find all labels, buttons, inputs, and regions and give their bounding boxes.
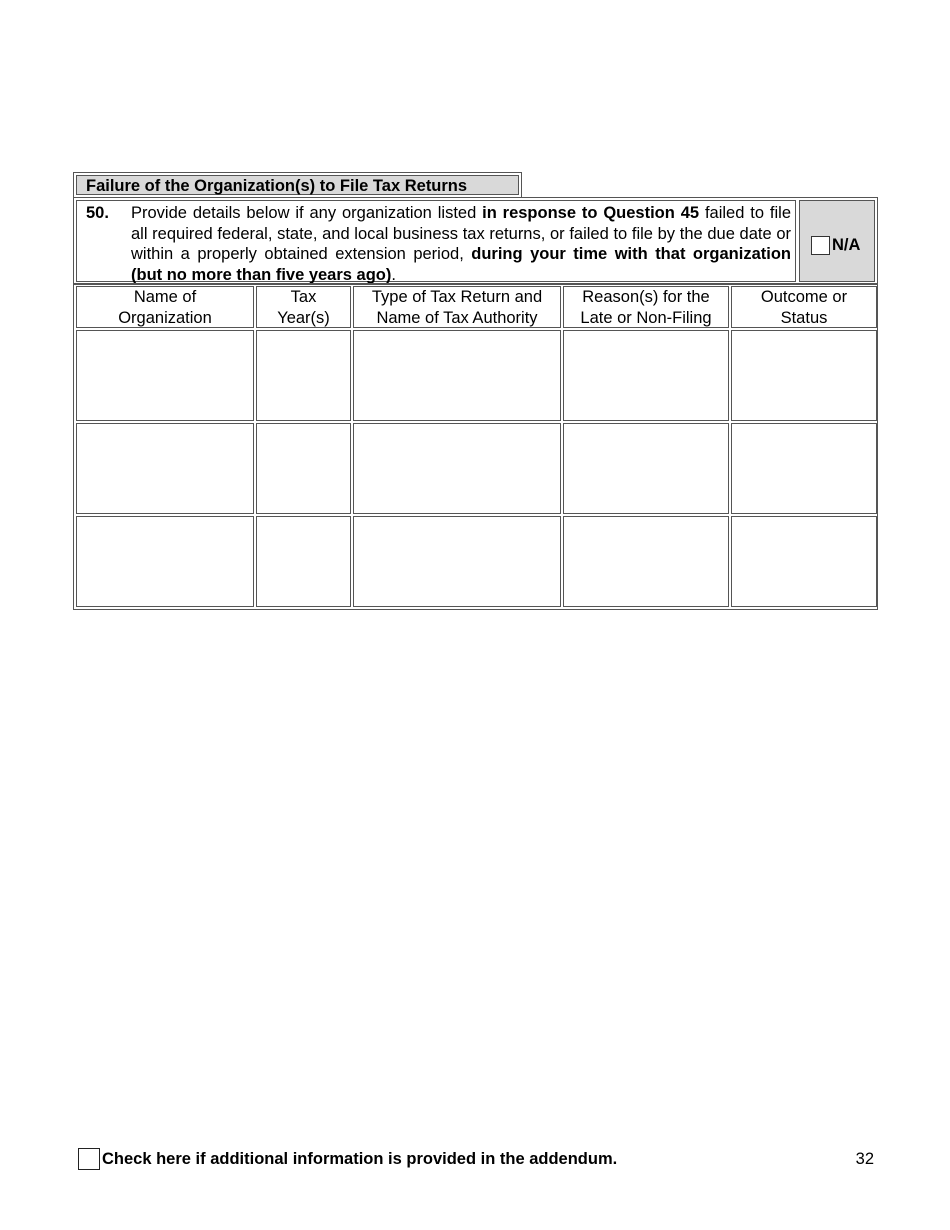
table-cell-outcome[interactable] <box>731 516 877 607</box>
header-line: Reason(s) for the <box>582 288 710 306</box>
table-cell-tax-years[interactable] <box>256 330 351 421</box>
addendum-checkbox[interactable] <box>78 1148 100 1170</box>
question-text-bold-2: during your time with that organization (but no more than five years ago) <box>131 245 791 284</box>
table-cell-organization[interactable] <box>76 330 254 421</box>
header-line: Year(s) <box>277 308 330 327</box>
table-cell-tax-return-type[interactable] <box>353 516 561 607</box>
column-header-tax-years <box>256 286 351 328</box>
table-cell-organization[interactable] <box>76 423 254 514</box>
na-checkbox[interactable] <box>811 236 830 255</box>
table-cell-tax-return-type[interactable] <box>353 330 561 421</box>
column-header-outcome <box>731 286 877 328</box>
header-line: Name of <box>133 288 197 306</box>
question-number: 50. <box>86 204 109 222</box>
question-50-box <box>73 197 878 285</box>
table-cell-outcome[interactable] <box>731 330 877 421</box>
table-cell-tax-years[interactable] <box>256 516 351 607</box>
header-line: Type of Tax Return and <box>371 288 543 306</box>
table-cell-reasons[interactable] <box>563 330 729 421</box>
table-cell-tax-return-type[interactable] <box>353 423 561 514</box>
question-text-bold-1: in response to Question 45 <box>482 204 700 222</box>
table-cell-tax-years[interactable] <box>256 423 351 514</box>
table-cell-outcome[interactable] <box>731 423 877 514</box>
question-text-part-2: failed to file all required federal, state, and local business tax returns, or failed to file by the due date or within a properly obtained extension period, <box>131 204 791 263</box>
section-title: Failure of the Organization(s) to File Tax Returns <box>76 175 519 195</box>
question-text-part-3: . <box>391 265 396 284</box>
header-line: Status <box>780 308 828 327</box>
tax-returns-table <box>73 283 878 610</box>
addendum-label: Check here if additional information is provided in the addendum. <box>102 1150 618 1168</box>
table-cell-reasons[interactable] <box>563 516 729 607</box>
column-header-reasons <box>563 286 729 328</box>
section-header <box>73 172 522 198</box>
header-line: Tax <box>290 288 317 306</box>
header-line: Late or Non-Filing <box>580 308 712 327</box>
question-text-cell <box>76 200 796 282</box>
table-cell-reasons[interactable] <box>563 423 729 514</box>
header-line: Organization <box>118 308 212 327</box>
question-text <box>131 203 791 285</box>
table-cell-organization[interactable] <box>76 516 254 607</box>
column-header-tax-return-type <box>353 286 561 328</box>
column-header-organization <box>76 286 254 328</box>
question-text-part-1: Provide details below if any organization listed <box>131 204 483 222</box>
header-line: Name of Tax Authority <box>376 308 538 327</box>
page-number: 32 <box>855 1150 874 1168</box>
na-cell <box>799 200 875 282</box>
header-line: Outcome or <box>760 288 848 306</box>
na-label: N/A <box>832 236 861 254</box>
